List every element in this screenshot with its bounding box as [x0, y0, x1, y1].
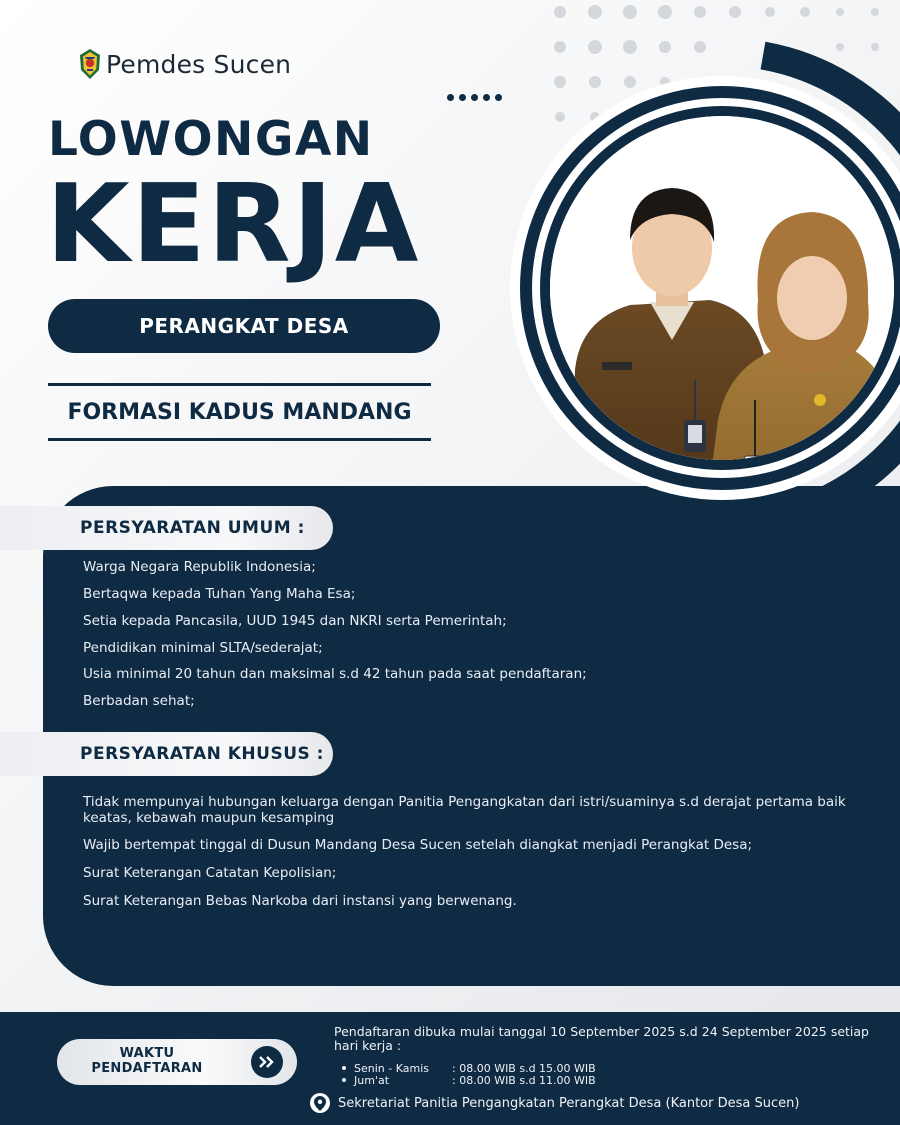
registration-schedule: [342, 1063, 596, 1087]
schedule-hours: : 08.00 WIB s.d 11.00 WIB: [452, 1074, 596, 1087]
position-label: PERANGKAT DESA: [139, 314, 349, 338]
village-emblem-icon: [78, 48, 102, 80]
general-requirement-item: Bertaqwa kepada Tuhan Yang Maha Esa;: [83, 586, 356, 602]
staff-photo: [490, 40, 900, 530]
general-requirements-heading-pill: [0, 506, 333, 550]
formation-banner: [48, 383, 431, 441]
special-requirement-item: Tidak mempunyai hubungan keluarga dengan Panitia Pengangkatan dari istri/suaminya s.d derajat pertama baik keatas, kebawah maupun kesamping: [83, 794, 846, 826]
registration-location: [310, 1093, 799, 1113]
location-text: Sekretariat Panitia Pengangkatan Perangkat Desa (Kantor Desa Sucen): [338, 1095, 800, 1111]
schedule-day: Senin - Kamis: [354, 1062, 429, 1075]
brand-name: Pemdes Sucen: [106, 49, 292, 79]
special-requirement-item: Surat Keterangan Catatan Kepolisian;: [83, 865, 337, 881]
special-requirements-heading-pill: [0, 732, 333, 776]
general-requirement-item: Berbadan sehat;: [83, 693, 195, 709]
location-pin-icon: [310, 1093, 330, 1113]
double-chevron-right-icon: [251, 1046, 283, 1078]
headline-line1: LOWONGAN: [48, 112, 374, 167]
special-requirement-item: Surat Keterangan Bebas Narkoba dari instansi yang berwenang.: [83, 893, 517, 909]
formation-label: FORMASI KADUS MANDANG: [67, 399, 412, 425]
schedule-row: [342, 1075, 596, 1087]
general-requirements-heading: PERSYARATAN UMUM :: [80, 518, 305, 538]
schedule-hours: : 08.00 WIB s.d 15.00 WIB: [452, 1062, 596, 1075]
registration-time-line2: PENDAFTARAN: [91, 1061, 203, 1076]
position-pill: [48, 299, 440, 353]
brand-header: [78, 48, 291, 80]
registration-info: Pendaftaran dibuka mulai tanggal 10 September 2025 s.d 24 September 2025 setiap hari kerja :: [334, 1024, 869, 1053]
special-requirement-item: Wajib bertempat tinggal di Dusun Mandang Desa Sucen setelah diangkat menjadi Perangkat Desa;: [83, 837, 753, 853]
registration-time-line1: WAKTU: [119, 1046, 175, 1061]
special-requirements-heading: PERSYARATAN KHUSUS :: [80, 744, 324, 764]
schedule-day: Jum'at: [354, 1074, 390, 1087]
general-requirement-item: Warga Negara Republik Indonesia;: [83, 559, 316, 575]
general-requirement-item: Pendidikan minimal SLTA/sederajat;: [83, 640, 323, 656]
registration-time-button[interactable]: [57, 1039, 297, 1085]
general-requirement-item: Setia kepada Pancasila, UUD 1945 dan NKRI serta Pemerintah;: [83, 613, 507, 629]
general-requirement-item: Usia minimal 20 tahun dan maksimal s.d 42 tahun pada saat pendaftaran;: [83, 666, 587, 682]
registration-time-label: [77, 1046, 217, 1076]
headline-line2: KERJA: [46, 162, 421, 287]
